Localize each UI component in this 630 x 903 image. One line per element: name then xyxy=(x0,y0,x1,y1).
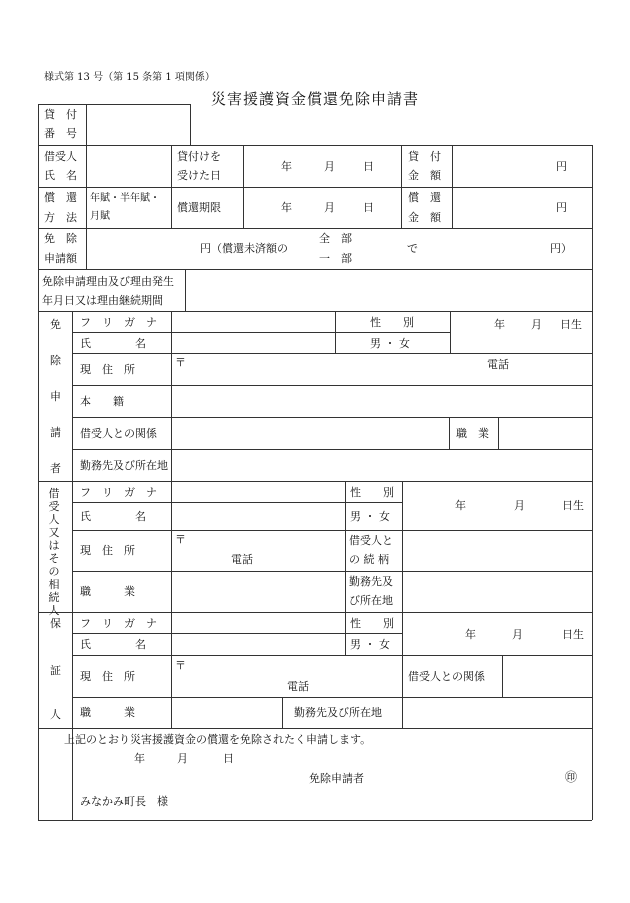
applicant-side-4: 請 xyxy=(50,426,61,439)
guarantor-gender-label: 性 別 xyxy=(350,617,394,630)
guarantor-side-3: 人 xyxy=(50,708,61,721)
heir-occupation-label: 職 業 xyxy=(80,585,135,598)
repay-method-options[interactable]: 年賦・半年賦・ xyxy=(90,193,160,204)
loan-amount-yen: 円 xyxy=(556,160,567,173)
addressee: みなかみ町長 様 xyxy=(80,795,168,808)
loan-number-label-2: 番 号 xyxy=(44,127,77,140)
repay-method-options-2[interactable]: 月賦 xyxy=(90,211,110,222)
applicant-birth-day: 日生 xyxy=(560,318,582,331)
heir-workplace-label: 勤務先及 xyxy=(349,575,393,588)
guarantor-furigana-label: フ リ ガ ナ xyxy=(80,617,157,630)
heir-birth-year: 年 xyxy=(455,499,466,512)
guarantor-birth-year: 年 xyxy=(465,628,476,641)
applicant-gender-label: 性 別 xyxy=(370,316,414,329)
heir-relation-label: 借受人と xyxy=(349,534,393,547)
repay-method-label-2: 方 法 xyxy=(44,211,77,224)
repay-amount-label: 償 還 xyxy=(408,191,441,204)
option-partial[interactable]: 一 部 xyxy=(319,252,352,265)
guarantor-birth-month: 月 xyxy=(512,628,523,641)
applicant-birth-year: 年 xyxy=(494,318,505,331)
applicant-side-2: 除 xyxy=(50,354,61,367)
guarantor-side-1: 保 xyxy=(50,617,61,630)
heir-birth-day: 日生 xyxy=(562,499,584,512)
guarantor-workplace-label: 勤務先及び所在地 xyxy=(294,706,382,719)
heir-gender-label: 性 別 xyxy=(350,486,394,499)
heir-side-label: 借受人又はその相続人 xyxy=(48,487,60,617)
option-all[interactable]: 全 部 xyxy=(319,232,352,245)
loan-date-label: 貸付けを xyxy=(177,150,221,163)
form-number: 様式第 13 号（第 15 条第 1 項関係） xyxy=(44,72,215,83)
heir-phone: 電話 xyxy=(231,553,253,566)
footer-date-year: 年 xyxy=(134,752,145,765)
loan-date-label-2: 受けた日 xyxy=(177,169,221,182)
loan-amount-label: 貸 付 xyxy=(408,150,441,163)
applicant-postal: 〒 xyxy=(175,356,186,369)
applicant-relation-label: 借受人との関係 xyxy=(80,427,157,440)
applicant-side-3: 申 xyxy=(50,390,61,403)
applicant-domicile-label: 本 籍 xyxy=(80,395,124,408)
borrower-name-field[interactable] xyxy=(88,147,170,186)
guarantor-gender-options[interactable]: 男 ・ 女 xyxy=(350,638,390,651)
applicant-side-1: 免 xyxy=(50,318,61,331)
applicant-occupation-label: 職 業 xyxy=(456,427,489,440)
applicant-name-label: 氏 名 xyxy=(80,337,146,350)
footer-date-month: 月 xyxy=(177,752,188,765)
heir-address-label: 現 住 所 xyxy=(80,544,135,557)
repay-term-label: 償還期限 xyxy=(177,201,221,214)
repay-amount-yen: 円 xyxy=(556,201,567,214)
de-text: で xyxy=(407,242,418,255)
guarantor-postal: 〒 xyxy=(175,659,186,672)
heir-gender-options[interactable]: 男 ・ 女 xyxy=(350,510,390,523)
guarantor-relation-label: 借受人との関係 xyxy=(408,670,485,683)
reason-field[interactable] xyxy=(187,271,590,310)
repay-method-label: 償 還 xyxy=(44,191,77,204)
loan-date-month: 月 xyxy=(324,160,335,173)
applicant-side-5: 者 xyxy=(50,462,61,475)
loan-date-day: 日 xyxy=(363,160,374,173)
repay-term-month: 月 xyxy=(324,201,335,214)
applicant-gender-options[interactable]: 男 ・ 女 xyxy=(370,337,410,350)
repay-term-day: 日 xyxy=(363,201,374,214)
heir-relation-label-2: の 続 柄 xyxy=(349,553,389,566)
applicant-workplace-label: 勤務先及び所在地 xyxy=(80,459,168,472)
heir-name-label: 氏 名 xyxy=(80,510,146,523)
unpaid-text: 円（償還未済額の xyxy=(200,242,288,255)
heir-workplace-label-2: び所在地 xyxy=(349,594,393,607)
yen-close: 円） xyxy=(550,242,572,255)
heir-furigana-label: フ リ ガ ナ xyxy=(80,486,157,499)
repay-term-year: 年 xyxy=(281,201,292,214)
applicant-birth-month: 月 xyxy=(531,318,542,331)
reason-label: 免除申請理由及び理由発生 xyxy=(42,275,174,288)
exemption-amount-label-2: 申請額 xyxy=(44,252,77,265)
seal-mark: ㊞ xyxy=(565,770,578,784)
guarantor-name-label: 氏 名 xyxy=(80,638,146,651)
repay-amount-label-2: 金 額 xyxy=(408,211,441,224)
applicant-phone: 電話 xyxy=(487,358,509,371)
borrower-label: 借受人 xyxy=(44,150,77,163)
loan-date-year: 年 xyxy=(281,160,292,173)
page-title: 災害援護資金償還免除申請書 xyxy=(210,90,419,108)
guarantor-side-2: 証 xyxy=(50,664,61,677)
heir-birth-month: 月 xyxy=(514,499,525,512)
statement: 上記のとおり災害援護資金の償還を免除されたく申請します。 xyxy=(64,733,372,746)
reason-label-2: 年月日又は理由継続期間 xyxy=(42,294,163,307)
guarantor-phone: 電話 xyxy=(287,680,309,693)
loan-amount-label-2: 金 額 xyxy=(408,169,441,182)
guarantor-occupation-label: 職 業 xyxy=(80,706,135,719)
applicant-address-label: 現 住 所 xyxy=(80,363,135,376)
guarantor-birth-day: 日生 xyxy=(562,628,584,641)
borrower-label-2: 氏 名 xyxy=(44,169,77,182)
loan-number-label: 貸 付 xyxy=(44,108,77,121)
loan-number-field[interactable] xyxy=(88,106,188,143)
exemption-amount-label: 免 除 xyxy=(44,232,77,245)
heir-postal: 〒 xyxy=(175,533,186,546)
guarantor-address-label: 現 住 所 xyxy=(80,670,135,683)
footer-date-day: 日 xyxy=(223,752,234,765)
applicant-signature-label: 免除申請者 xyxy=(309,772,364,785)
applicant-furigana-label: フ リ ガ ナ xyxy=(80,316,157,329)
